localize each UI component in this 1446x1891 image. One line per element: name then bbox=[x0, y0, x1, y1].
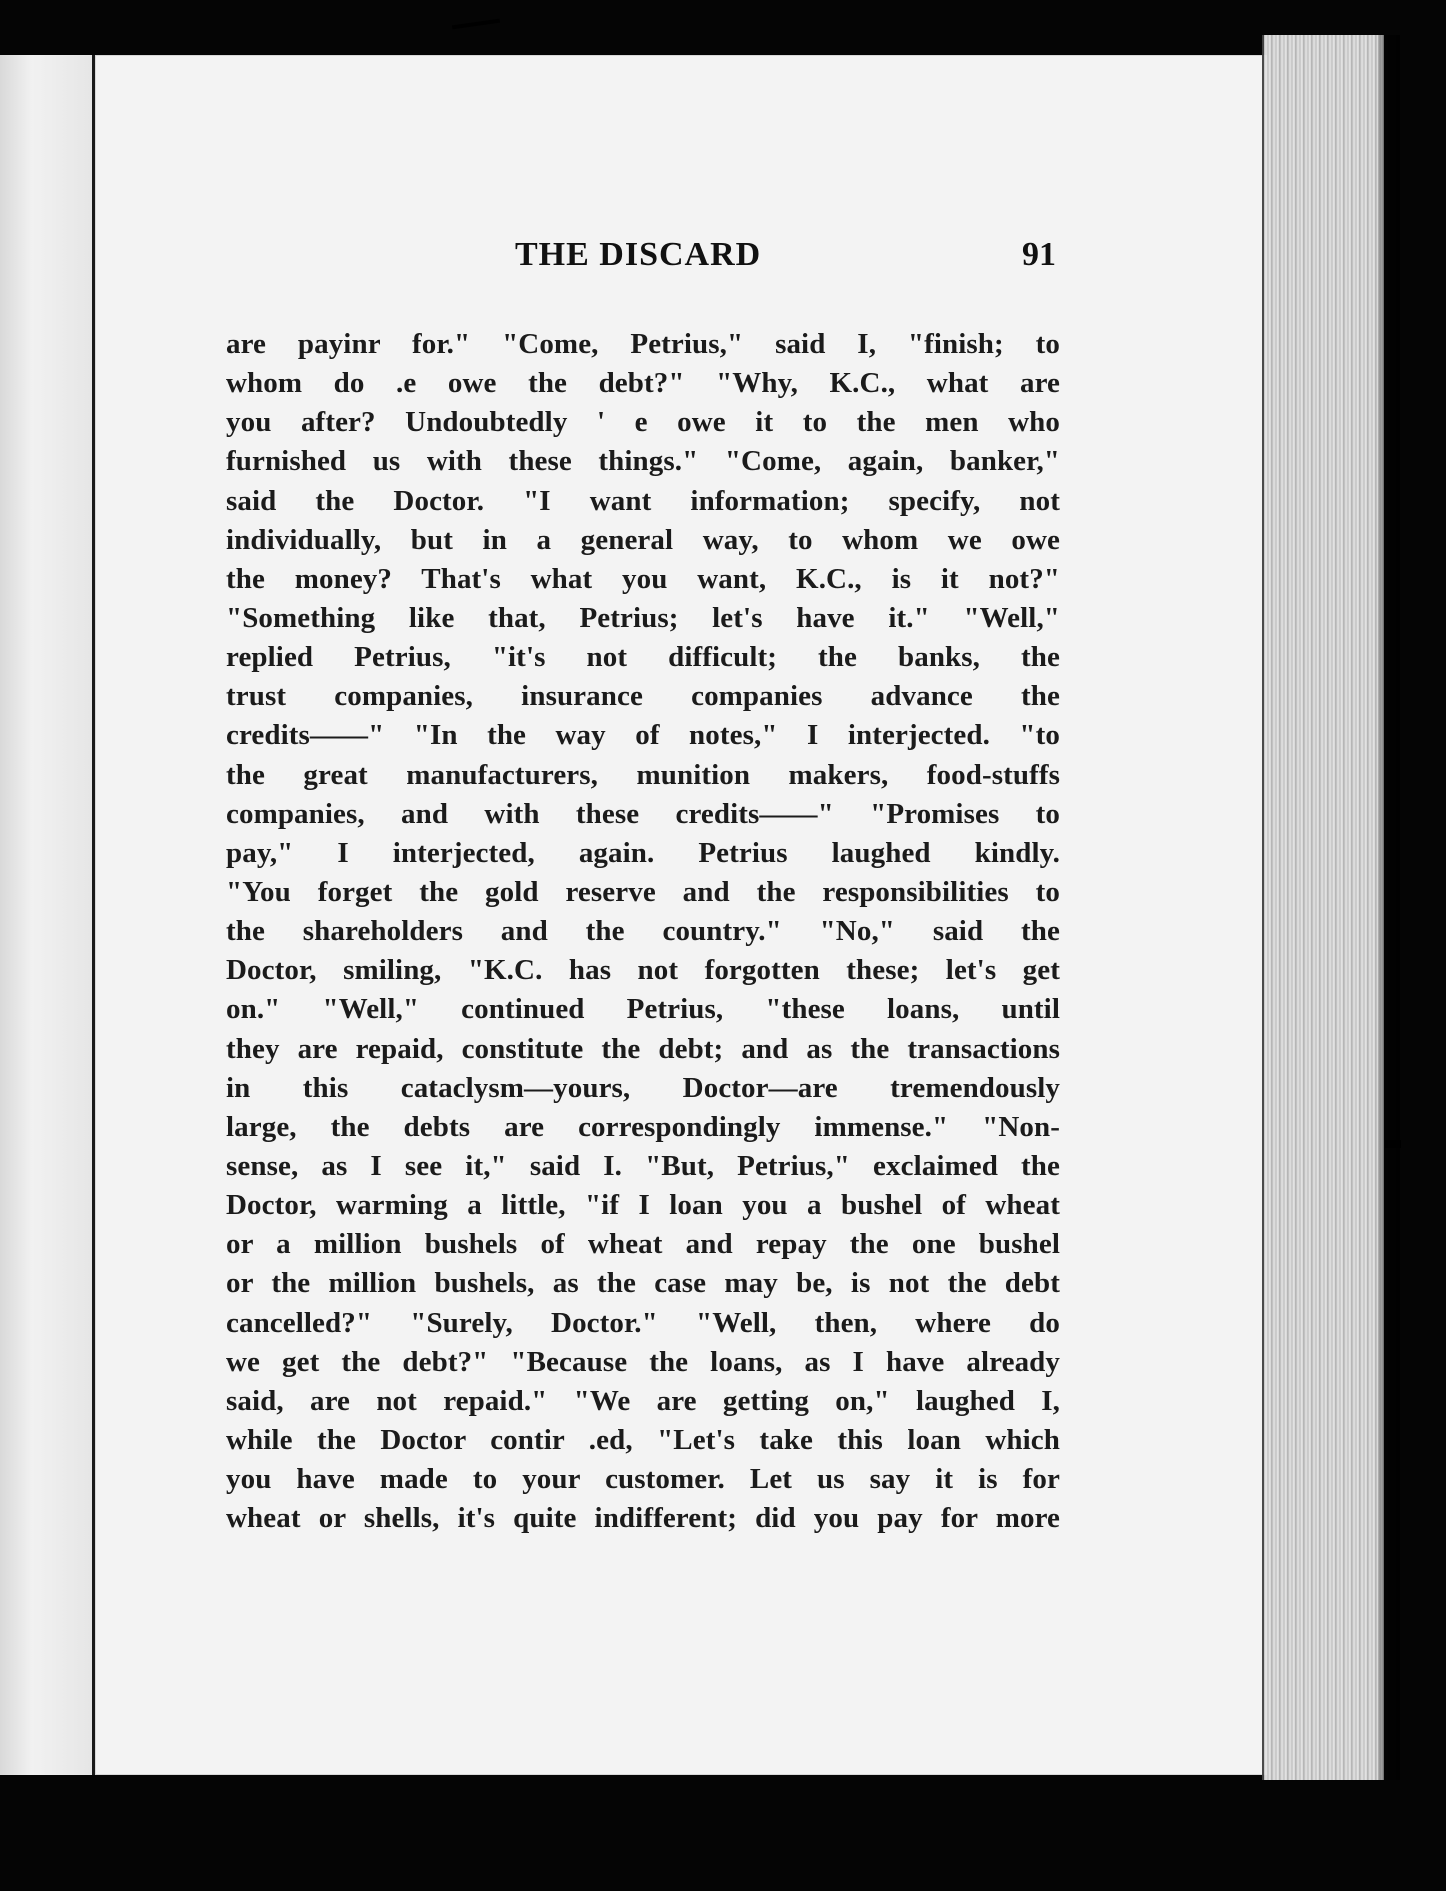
text-line: or the million bushels, as the case may be, is not the debt bbox=[226, 1267, 1060, 1300]
text-line: or a million bushels of wheat and repay the one bushel bbox=[226, 1228, 1060, 1261]
left-page-edge bbox=[0, 55, 95, 1775]
scan-mark-right bbox=[1385, 1140, 1401, 1148]
text-line: said, are not repaid." "We are getting on," laughed I, bbox=[226, 1384, 1060, 1417]
text-line: the shareholders and the country." "No," said the bbox=[226, 915, 1060, 948]
text-line: cancelled?" "Surely, Doctor." "Well, then, where do bbox=[226, 1306, 1060, 1339]
text-line: whom do .e owe the debt?" "Why, K.C., what are bbox=[226, 367, 1060, 400]
text-line: Doctor, warming a little, "if I loan you a bushel of wheat bbox=[226, 1189, 1060, 1222]
fore-edge-shadow bbox=[1378, 35, 1400, 1780]
text-line: "Something like that, Petrius; let's have it." "Well," bbox=[226, 601, 1060, 634]
text-line: trust companies, insurance companies advance the bbox=[226, 680, 1060, 713]
text-line: pay," I interjected, again. Petrius laughed kindly. bbox=[226, 836, 1060, 869]
running-title: THE DISCARD bbox=[515, 236, 762, 273]
body-text bbox=[226, 325, 1060, 1538]
text-line: Doctor, smiling, "K.C. has not forgotten these; let's get bbox=[226, 954, 1060, 987]
text-line: you after? Undoubtedly ' e owe it to the men who bbox=[226, 406, 1060, 439]
page-number: 91 bbox=[1022, 236, 1056, 273]
text-line: companies, and with these credits——" "Promises to bbox=[226, 797, 1060, 830]
page-fore-edge bbox=[1262, 35, 1384, 1780]
text-line: they are repaid, constitute the debt; and as the transactions bbox=[226, 1032, 1060, 1065]
text-line: the great manufacturers, munition makers, food-stuffs bbox=[226, 758, 1060, 791]
text-line: on." "Well," continued Petrius, "these loans, until bbox=[226, 993, 1060, 1026]
text-line: furnished us with these things." "Come, again, banker," bbox=[226, 445, 1060, 478]
text-line: said the Doctor. "I want information; specify, not bbox=[226, 484, 1060, 517]
text-line: replied Petrius, "it's not difficult; the banks, the bbox=[226, 641, 1060, 674]
text-line: you have made to your customer. Let us say it is for bbox=[226, 1463, 1060, 1496]
text-line: in this cataclysm—yours, Doctor—are tremendously bbox=[226, 1071, 1060, 1104]
page-header bbox=[515, 236, 1075, 276]
text-line: the money? That's what you want, K.C., is it not?" bbox=[226, 562, 1060, 595]
text-line: we get the debt?" "Because the loans, as I have already bbox=[226, 1345, 1060, 1378]
text-line: credits——" "In the way of notes," I interjected. "to bbox=[226, 719, 1060, 752]
text-line: sense, as I see it," said I. "But, Petrius," exclaimed the bbox=[226, 1149, 1060, 1182]
text-line: are payinr for." "Come, Petrius," said I, "finish; to bbox=[226, 328, 1060, 360]
text-line: large, the debts are correspondingly immense." "Non- bbox=[226, 1110, 1060, 1143]
text-line: wheat or shells, it's quite indifferent; did you pay for more bbox=[226, 1502, 1060, 1535]
text-line: while the Doctor contir .ed, "Let's take this loan which bbox=[226, 1423, 1060, 1456]
text-line: "You forget the gold reserve and the responsibilities to bbox=[226, 875, 1060, 908]
text-line: individually, but in a general way, to whom we owe bbox=[226, 523, 1060, 556]
